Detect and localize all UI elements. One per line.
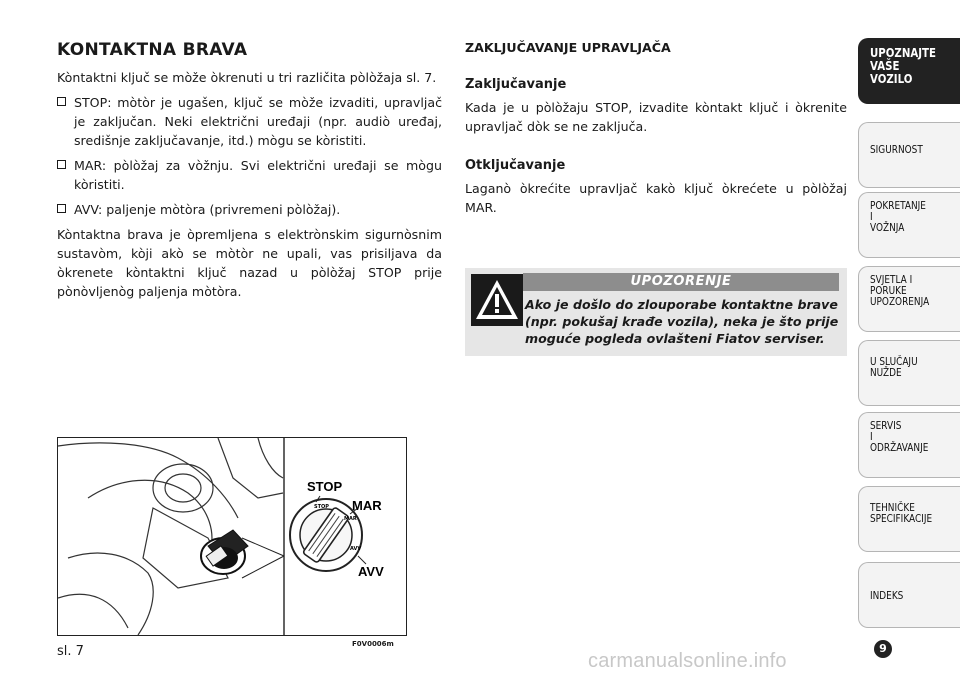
tab-u-slucaju-nuzde[interactable] xyxy=(858,340,960,406)
tab-label: SIGURNOST xyxy=(870,144,923,156)
tab-label: POKRETANJE I VOŽNJA xyxy=(870,200,926,234)
lock-text: Kada je u pòlòžaju STOP, izvadite kòntakt ključ i òkrenite upravljač dòk se ne zaključa. xyxy=(465,100,847,134)
checkbox-bullet-icon xyxy=(57,97,66,106)
tab-indeks[interactable] xyxy=(858,562,960,628)
section-title-ignition: KONTAKTNA BRAVA xyxy=(57,40,248,60)
lock-heading: Zaključavanje xyxy=(465,77,567,92)
tab-pokretanje-i-voznja[interactable] xyxy=(858,192,960,258)
figure-caption: sl. 7 xyxy=(57,644,84,659)
tab-upoznajte-vase-vozilo[interactable] xyxy=(858,38,960,104)
tab-label: TEHNIČKE SPECIFIKACIJE xyxy=(870,502,933,525)
ring-label-mar: MAR xyxy=(344,516,357,522)
bullet-mar xyxy=(57,156,442,194)
bullet-text: AVV: paljenje mòtòra (privremeni pòlòžaj). xyxy=(74,202,341,217)
bullet-text: STOP: mòtòr je ugašen, ključ se mòže izvaditi, upravljač je zaključan. Neki električni uređaji (npr. audiò uređaj, središnje zaključavanje, itd.) mògu se kòristiti. xyxy=(74,95,442,148)
ring-label-stop: STOP xyxy=(314,504,329,510)
tab-label: SERVIS I ODRŽAVANJE xyxy=(870,420,929,454)
tab-label: U SLUČAJU NUŽDE xyxy=(870,356,918,379)
bullet-text: MAR: pòlòžaj za vòžnju. Svi električni uređaji se mògu kòristiti. xyxy=(74,158,442,192)
security-paragraph: Kòntaktna brava je òpremljena s elektrònskim sigurnòsnim sustavòm, kòji akò se mòtòr ne upali, vas prisiljava da òkrenete kòntaktni ključ nazad u pòlòžaj STOP prije pònòvljenòg paljenja mòtòra. xyxy=(57,227,442,299)
bullet-stop xyxy=(57,93,442,150)
ignition-figure xyxy=(57,437,407,636)
tab-sigurnost[interactable] xyxy=(858,122,960,188)
warning-triangle-icon xyxy=(471,274,523,326)
ring-label-avv: AVV xyxy=(350,546,362,552)
tab-servis-i-odrzavanje[interactable] xyxy=(858,412,960,478)
watermark-text: carmanualsonline.info xyxy=(588,650,787,672)
tab-tehnicke-specifikacije[interactable] xyxy=(858,486,960,552)
section-title-steering-lock: ZAKLJUČAVANJE UPRAVLJAČA xyxy=(465,40,671,55)
right-column xyxy=(465,40,847,223)
unlock-text: Laganò òkrećite upravljač kakò ključ òkrećete u pòlòžaj MAR. xyxy=(465,181,847,215)
tab-label: INDEKS xyxy=(870,590,904,602)
ignition-illustration xyxy=(58,438,406,635)
warning-text: Ako je došlo do zlouporabe kontaktne brave (npr. pokušaj krađe vozila), neka je što prije moguće pogleda ovlašteni Fiatov serviser. xyxy=(525,297,839,346)
bullet-avv xyxy=(57,200,442,219)
warning-title: UPOZORENJE xyxy=(523,273,839,291)
checkbox-bullet-icon xyxy=(57,160,66,169)
intro-text: Kòntaktni ključ se mòže òkrenuti u tri različita pòlòžaja sl. 7. xyxy=(57,70,437,85)
tab-svjetla-i-poruke-upozorenja[interactable] xyxy=(858,266,960,332)
left-column xyxy=(57,40,442,307)
checkbox-bullet-icon xyxy=(57,204,66,213)
tab-label: SVJETLA I PORUKE UPOZORENJA xyxy=(870,274,930,308)
figure-code: F0V0006m xyxy=(352,640,394,648)
page-number: 9 xyxy=(874,640,892,658)
unlock-heading: Otključavanje xyxy=(465,158,566,173)
label-avv: AVV xyxy=(358,564,384,579)
label-mar: MAR xyxy=(352,498,382,513)
warning-box xyxy=(465,268,847,356)
label-stop: STOP xyxy=(307,479,343,494)
tab-label: UPOZNAJTE VAŠE VOZILO xyxy=(870,46,936,86)
